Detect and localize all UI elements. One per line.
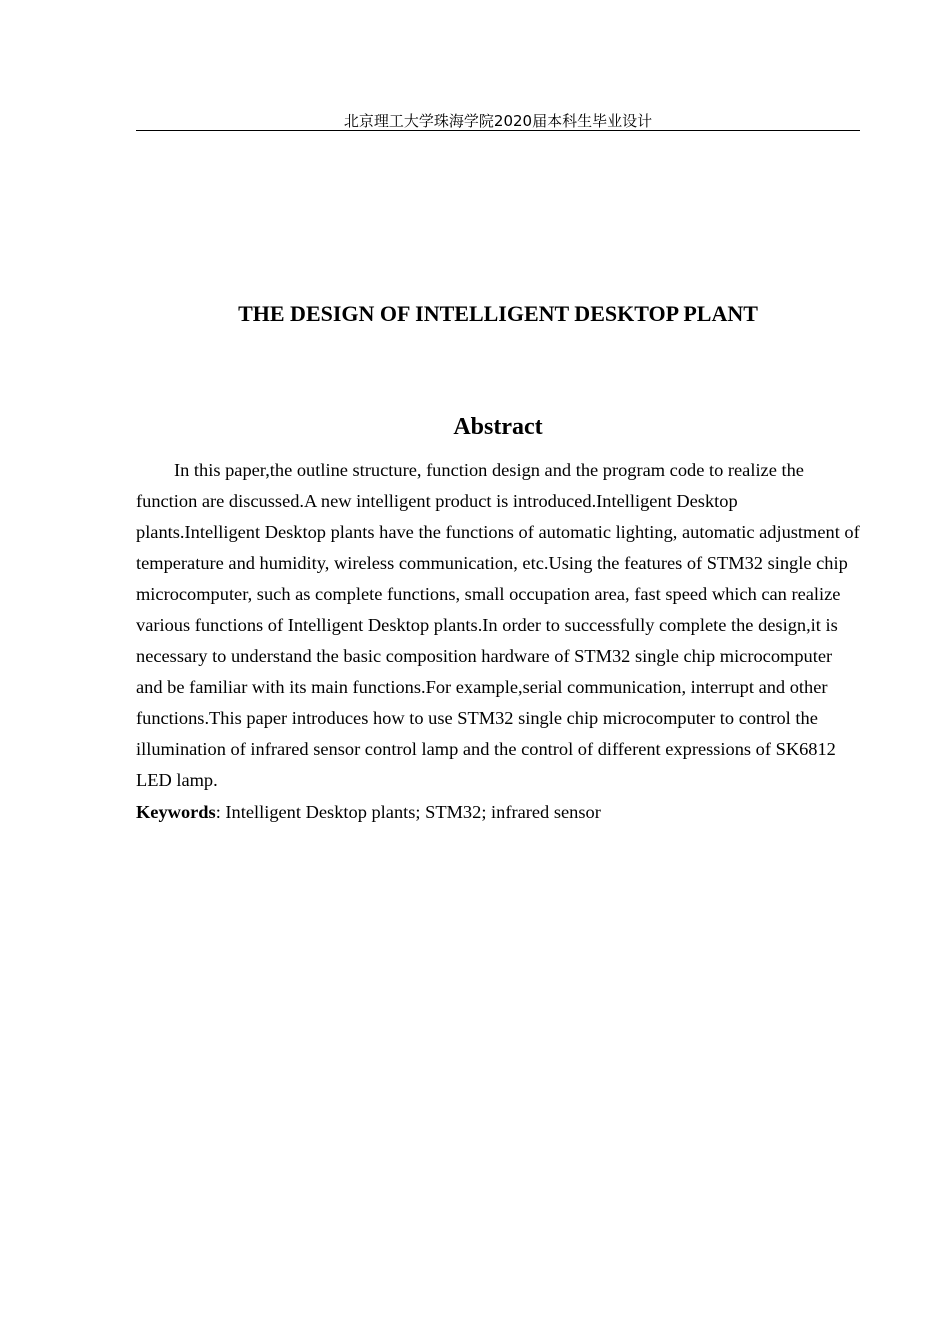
keywords-line [136,797,860,828]
keywords-value: Intelligent Desktop plants; STM32; infrared sensor [225,802,601,822]
abstract-heading: Abstract [453,414,543,440]
page-header [136,111,860,131]
keywords-label: Keywords [136,802,216,822]
abstract-body: In this paper,the outline structure, function design and the program code to realize the function are discussed.A new intelligent product is introduced.Intelligent Desktop plants.Intelligent Desktop plants have the functions of automatic lighting, automatic adjustment of temperature and humidity, wireless communication, etc.Using the features of STM32 single chip microcomputer, such as complete functions, small occupation area, fast speed which can realize various functions of Intelligent Desktop plants.In order to successfully complete the design,it is necessary to understand the basic composition hardware of STM32 single chip microcomputer and be familiar with its main functions.For example,serial communication, interrupt and other functions.This paper introduces how to use STM32 single chip microcomputer to control the illumination of infrared sensor control lamp and the control of different expressions of SK6812 LED lamp. [136,460,860,790]
page-header-text: 北京理工大学珠海学院2020届本科生毕业设计 [343,112,653,130]
keywords-separator: : [215,802,226,822]
paper-title: THE DESIGN OF INTELLIGENT DESKTOP PLANT [238,301,758,326]
